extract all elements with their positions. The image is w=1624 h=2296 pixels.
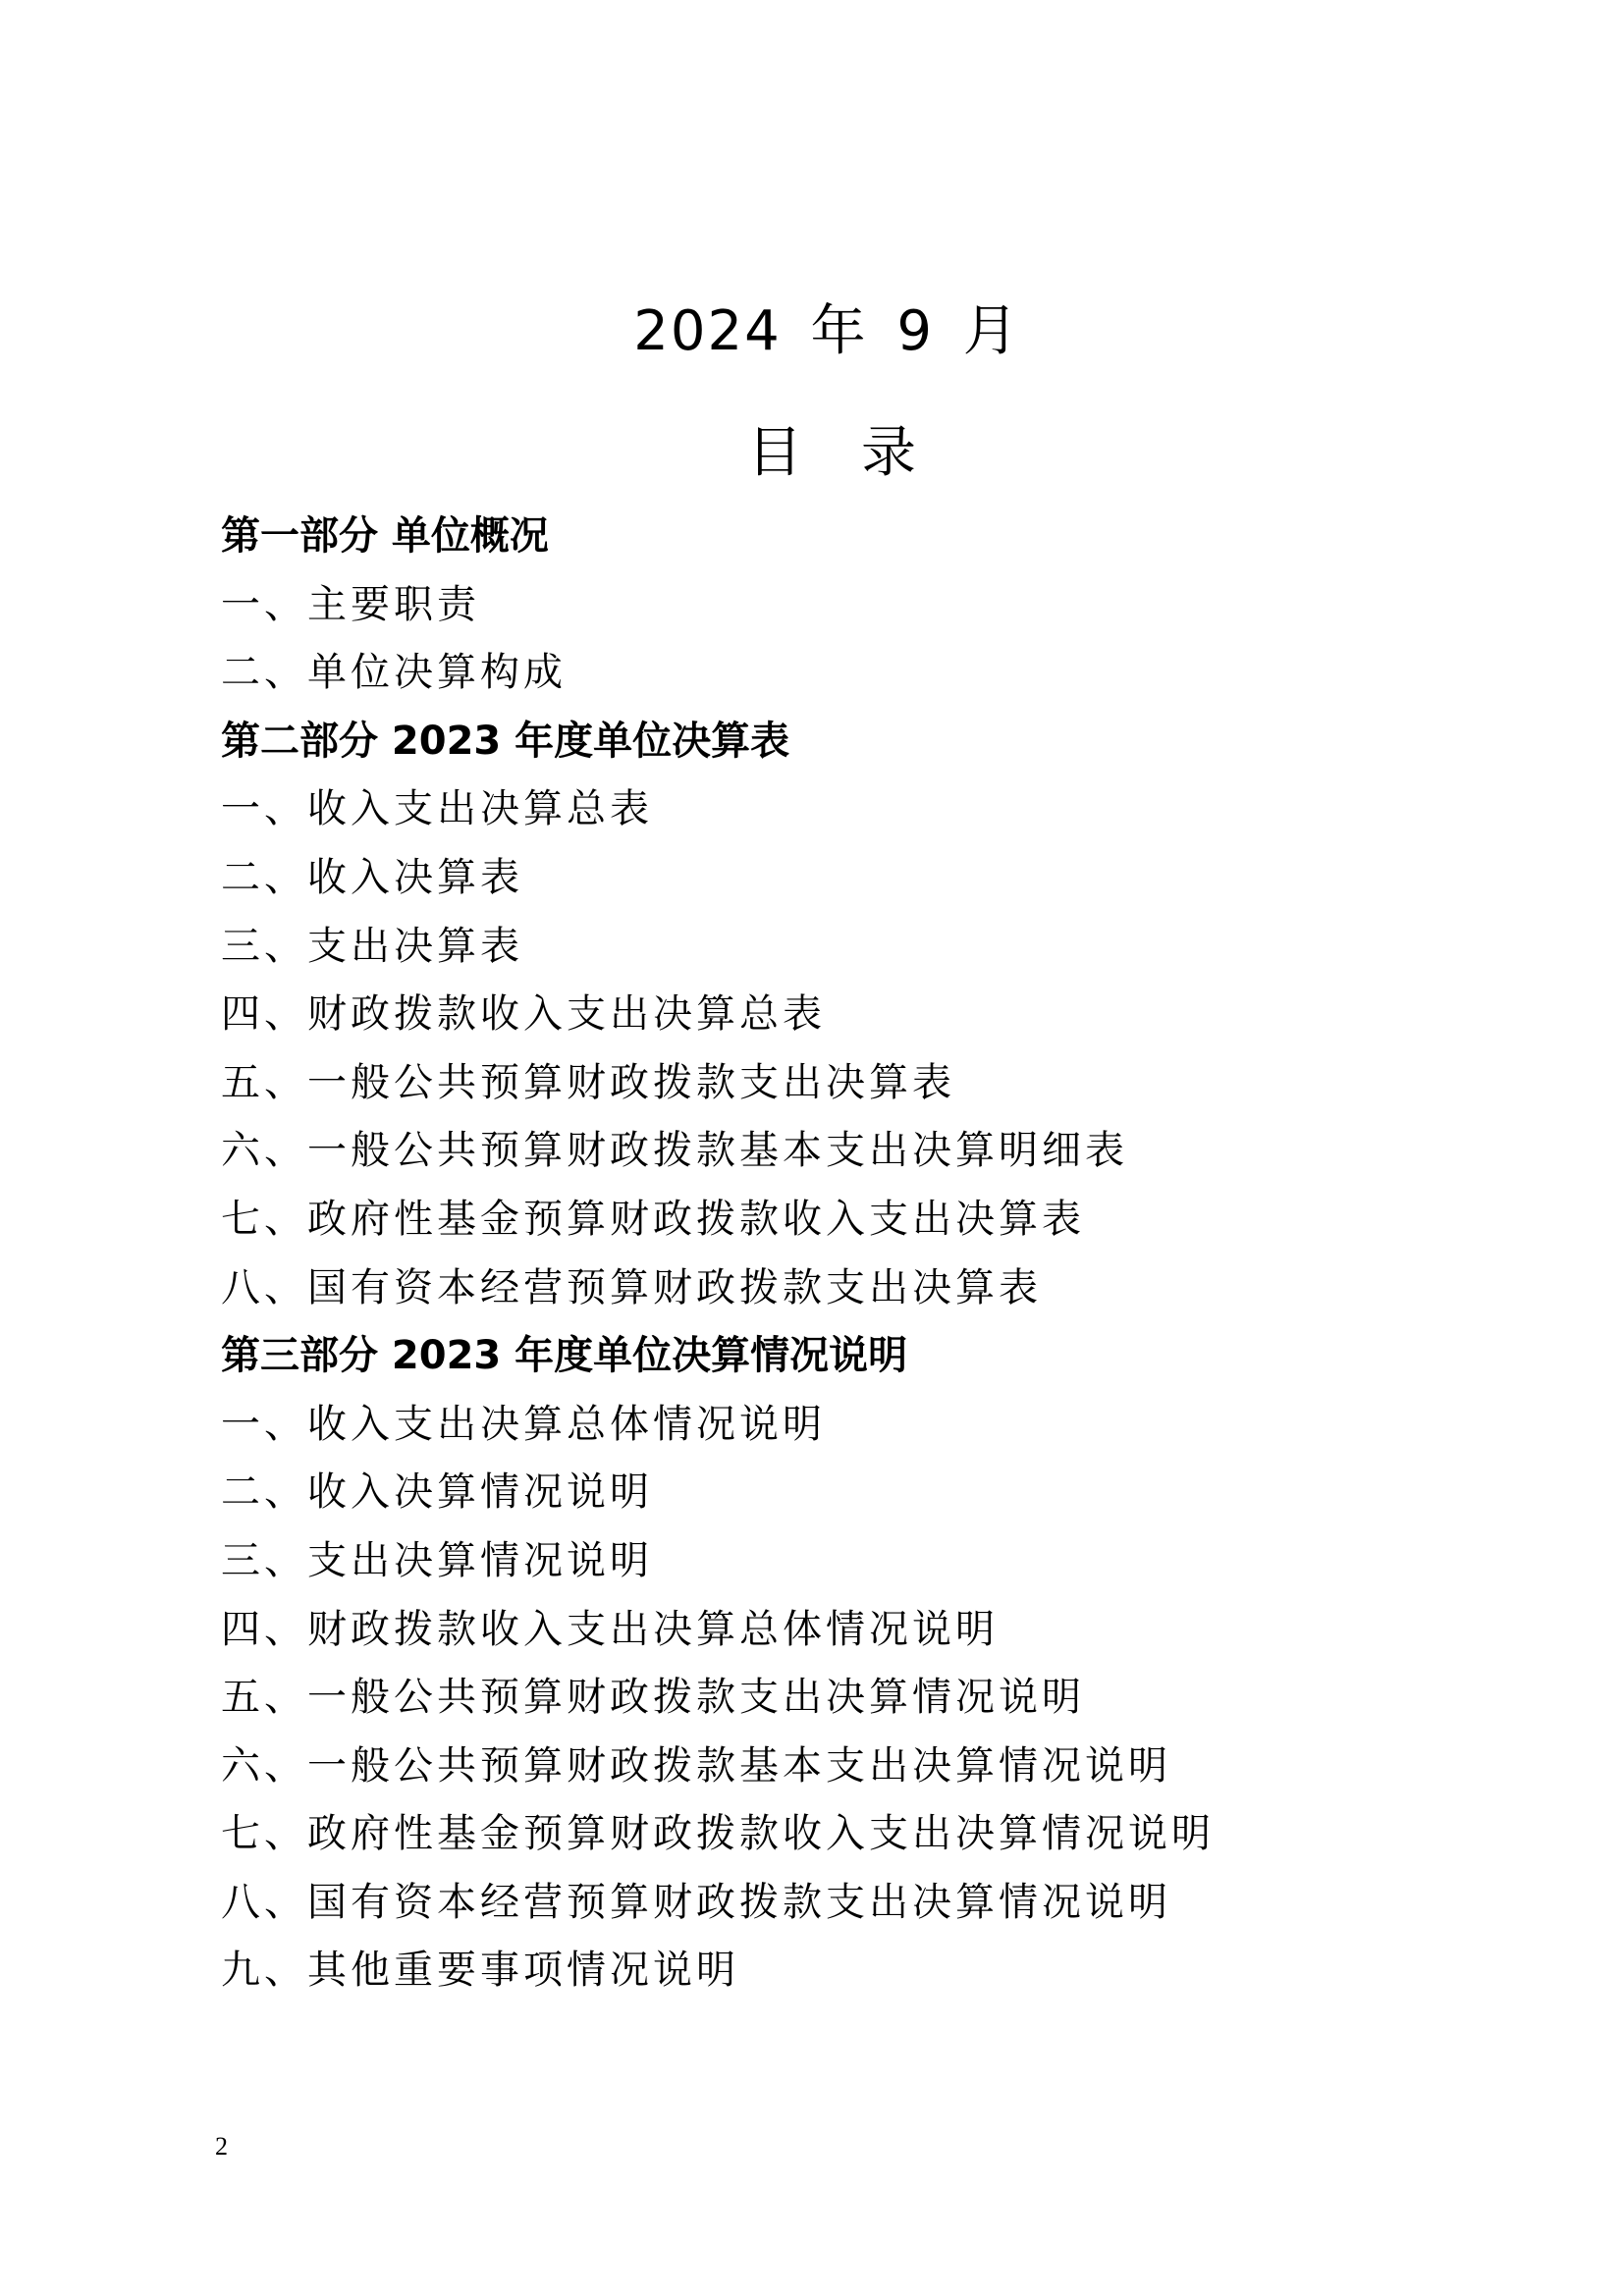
toc-item-overall-explanation[interactable]: 一、收入支出决算总体情况说明 — [221, 1401, 826, 1447]
toc-item-state-capital-table[interactable]: 八、国有资本经营预算财政拨款支出决算表 — [221, 1264, 1042, 1310]
toc-item-general-budget-basic-expense-detail-table[interactable]: 六、一般公共预算财政拨款基本支出决算明细表 — [221, 1128, 1128, 1174]
toc-part-3-heading[interactable]: 第三部分 2023 年度单位决算情况说明 — [221, 1333, 908, 1379]
toc-title: 目录 — [747, 421, 975, 485]
toc-item-general-budget-basic-expense-explanation[interactable]: 六、一般公共预算财政拨款基本支出决算情况说明 — [221, 1742, 1171, 1789]
toc-part-1-heading[interactable]: 第一部分 单位概况 — [221, 513, 549, 559]
document-date: 2024 年 9 月 — [633, 299, 1020, 363]
toc-item-expense-table[interactable]: 三、支出决算表 — [221, 923, 523, 969]
toc-item-income-table[interactable]: 二、收入决算表 — [221, 854, 523, 900]
toc-item-main-duties[interactable]: 一、主要职责 — [221, 581, 480, 627]
toc-item-other-matters-explanation[interactable]: 九、其他重要事项情况说明 — [221, 1948, 739, 1994]
toc-item-fiscal-appropriation-summary-table[interactable]: 四、财政拨款收入支出决算总表 — [221, 991, 826, 1038]
toc-item-general-budget-expense-explanation[interactable]: 五、一般公共预算财政拨款支出决算情况说明 — [221, 1675, 1085, 1721]
toc-item-income-expense-summary-table[interactable]: 一、收入支出决算总表 — [221, 786, 653, 832]
toc-item-government-fund-explanation[interactable]: 七、政府性基金预算财政拨款收入支出决算情况说明 — [221, 1811, 1215, 1857]
page-number: 2 — [215, 2132, 228, 2161]
toc-item-fiscal-appropriation-explanation[interactable]: 四、财政拨款收入支出决算总体情况说明 — [221, 1606, 999, 1652]
toc-item-income-explanation[interactable]: 二、收入决算情况说明 — [221, 1469, 653, 1516]
toc-part-2-heading[interactable]: 第二部分 2023 年度单位决算表 — [221, 718, 790, 764]
toc-item-general-budget-expense-table[interactable]: 五、一般公共预算财政拨款支出决算表 — [221, 1059, 955, 1105]
table-of-contents — [221, 503, 1497, 2005]
toc-item-state-capital-explanation[interactable]: 八、国有资本经营预算财政拨款支出决算情况说明 — [221, 1879, 1171, 1925]
toc-item-unit-composition[interactable]: 二、单位决算构成 — [221, 650, 567, 696]
toc-item-government-fund-table[interactable]: 七、政府性基金预算财政拨款收入支出决算表 — [221, 1196, 1085, 1242]
toc-item-expense-explanation[interactable]: 三、支出决算情况说明 — [221, 1537, 653, 1583]
